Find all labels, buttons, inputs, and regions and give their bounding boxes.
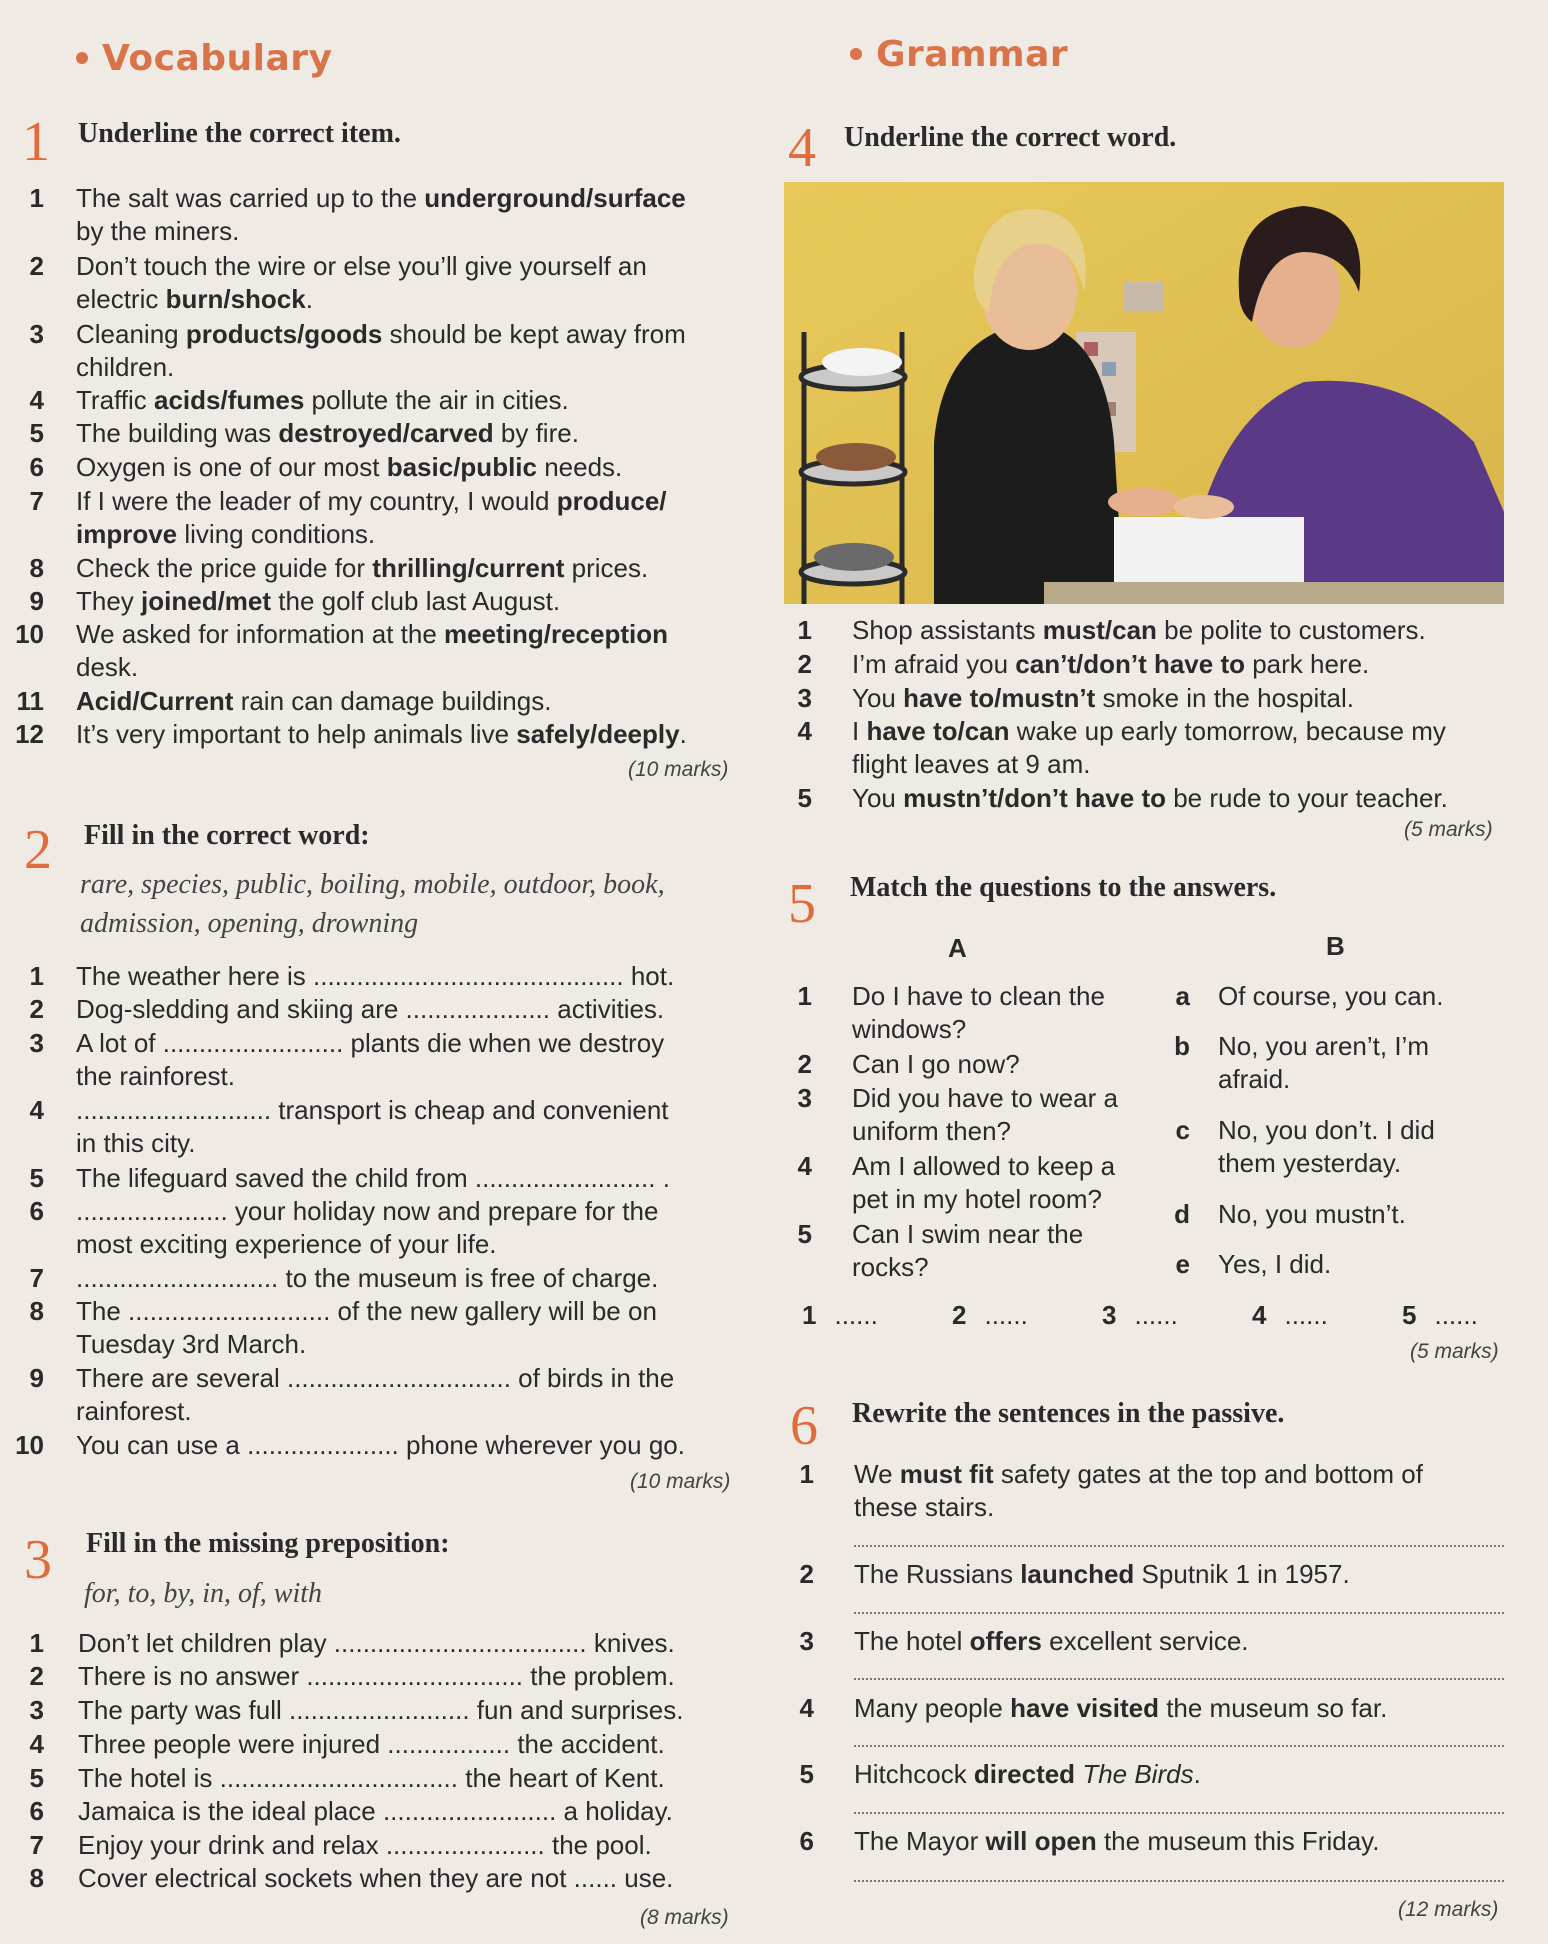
answer-line[interactable] <box>854 1678 1504 1680</box>
item-text: Yes, I did. <box>1218 1249 1332 1279</box>
item-text: They joined/met the golf club last August. <box>76 586 561 616</box>
exercise-number: 2 <box>24 819 52 881</box>
exercise-number: 4 <box>788 117 816 179</box>
marks-label: (10 marks) <box>630 1470 731 1493</box>
item-number: 5 <box>29 1763 44 1793</box>
item-number: b <box>1174 1031 1190 1061</box>
item-text: pet in my hotel room? <box>852 1184 1103 1214</box>
item-text: these stairs. <box>854 1492 995 1522</box>
item-number: 3 <box>797 683 812 713</box>
slot-blank[interactable]: ...... <box>1434 1300 1478 1330</box>
item-text: ........................... transport is cheap and convenient <box>76 1095 669 1125</box>
slot-number: 1 <box>802 1300 817 1330</box>
item-number: 10 <box>15 619 44 649</box>
item-text: Dog-sledding and skiing are .................... activities. <box>76 994 665 1024</box>
item-number: 5 <box>797 1219 812 1249</box>
item-text: Oxygen is one of our most basic/public needs. <box>76 452 623 482</box>
column-a-header: A <box>948 933 967 963</box>
photo-illustration <box>784 182 1504 604</box>
match-slot[interactable] <box>802 1300 878 1331</box>
item-number: 6 <box>29 452 44 482</box>
item-number: c <box>1175 1115 1190 1145</box>
item-number: 4 <box>29 385 44 415</box>
item-text: Don’t let children play ................................... knives. <box>78 1628 675 1658</box>
item-number: 5 <box>797 783 812 813</box>
marks-label: (12 marks) <box>1398 1898 1499 1921</box>
item-number: 3 <box>29 319 44 349</box>
item-text: flight leaves at 9 am. <box>852 749 1091 779</box>
item-number: 5 <box>29 418 44 448</box>
column-b-header: B <box>1326 931 1345 961</box>
section-heading-grammar: Grammar <box>850 34 1068 75</box>
item-number: 2 <box>29 1661 44 1691</box>
item-number: 3 <box>797 1083 812 1113</box>
match-slot[interactable] <box>1102 1300 1178 1331</box>
item-number: 4 <box>797 1151 812 1181</box>
item-text: You mustn’t/don’t have to be rude to your teacher. <box>852 783 1448 813</box>
bullet-icon <box>850 48 862 60</box>
item-text: It’s very important to help animals live safely/deeply. <box>76 719 687 749</box>
item-text: Do I have to clean the <box>852 981 1105 1011</box>
exercise-title: Rewrite the sentences in the passive. <box>852 1398 1285 1429</box>
item-number: 2 <box>29 251 44 281</box>
item-text: uniform then? <box>852 1116 1011 1146</box>
answer-line[interactable] <box>854 1545 1504 1547</box>
item-text: We must fit safety gates at the top and bottom of <box>854 1459 1423 1489</box>
word-box: rare, species, public, boiling, mobile, outdoor, book, admission, opening, drowning <box>80 869 665 939</box>
item-number: 4 <box>29 1095 44 1125</box>
item-number: 2 <box>797 649 812 679</box>
item-number: 7 <box>29 1263 44 1293</box>
item-text: The lifeguard saved the child from ......................... . <box>76 1163 670 1193</box>
item-text: We asked for information at the meeting/reception <box>76 619 668 649</box>
item-text: Many people have visited the museum so far. <box>854 1693 1388 1723</box>
exercise-title: Underline the correct word. <box>844 122 1177 153</box>
exercise-title: Fill in the correct word: <box>84 820 370 851</box>
item-number: 4 <box>799 1693 814 1723</box>
item-text: Don’t touch the wire or else you’ll give yourself an <box>76 251 647 281</box>
item-text: rocks? <box>852 1252 929 1282</box>
slot-number: 3 <box>1102 1300 1117 1330</box>
item-text: The salt was carried up to the underground/surface <box>76 183 686 213</box>
item-number: 6 <box>29 1796 44 1826</box>
item-number: 10 <box>15 1430 44 1460</box>
exercise-number: 5 <box>788 873 816 935</box>
item-number: 1 <box>797 981 812 1011</box>
item-number: 1 <box>799 1459 814 1489</box>
item-text: Three people were injured ................. the accident. <box>78 1729 665 1759</box>
item-text: No, you don’t. I did <box>1218 1115 1435 1145</box>
item-number: 11 <box>16 686 44 716</box>
item-number: 1 <box>29 1628 44 1658</box>
item-number: 1 <box>797 615 812 645</box>
item-text: Jamaica is the ideal place ........................ a holiday. <box>78 1796 673 1826</box>
item-number: 8 <box>29 1863 44 1893</box>
item-text: There is no answer .............................. the problem. <box>78 1661 675 1691</box>
item-number: 2 <box>29 994 44 1024</box>
item-text: the rainforest. <box>76 1061 235 1091</box>
exercise-title: Fill in the missing preposition: <box>86 1528 450 1559</box>
slot-blank[interactable]: ...... <box>834 1300 878 1330</box>
marks-label: (5 marks) <box>1410 1340 1499 1363</box>
exercise-title: Match the questions to the answers. <box>850 872 1277 903</box>
marks-label: (8 marks) <box>640 1906 729 1929</box>
item-number: 8 <box>29 553 44 583</box>
item-text: Tuesday 3rd March. <box>76 1329 307 1359</box>
item-text: Cleaning products/goods should be kept away from <box>76 319 686 349</box>
exercise-number: 6 <box>790 1395 818 1457</box>
item-number: 9 <box>29 586 44 616</box>
item-text: Traffic acids/fumes pollute the air in cities. <box>76 385 569 415</box>
item-number: a <box>1175 981 1190 1011</box>
item-number: 4 <box>29 1729 44 1759</box>
item-text: The party was full ......................... fun and surprises. <box>78 1695 684 1725</box>
item-text: Shop assistants must/can be polite to customers. <box>852 615 1426 645</box>
item-text: The building was destroyed/carved by fire. <box>76 418 579 448</box>
item-text: Acid/Current rain can damage buildings. <box>76 686 552 716</box>
item-number: 2 <box>797 1049 812 1079</box>
slot-number: 5 <box>1402 1300 1417 1330</box>
item-text: Am I allowed to keep a <box>852 1151 1116 1181</box>
item-text: desk. <box>76 652 139 682</box>
item-number: 6 <box>799 1826 814 1856</box>
item-number: d <box>1174 1199 1190 1229</box>
answer-line[interactable] <box>854 1745 1504 1747</box>
item-text: I have to/can wake up early tomorrow, because my <box>852 716 1446 746</box>
slot-blank[interactable]: ...... <box>1134 1300 1178 1330</box>
item-number: 7 <box>29 1830 44 1860</box>
item-text: No, you mustn’t. <box>1218 1199 1406 1229</box>
slot-number: 2 <box>952 1300 967 1330</box>
marks-label: (10 marks) <box>628 758 729 781</box>
item-number: 7 <box>29 486 44 516</box>
item-text: by the miners. <box>76 216 240 246</box>
item-text: The weather here is ........................................... hot. <box>76 961 675 991</box>
item-text: The Russians launched Sputnik 1 in 1957. <box>854 1559 1350 1589</box>
item-text: ..................... your holiday now and prepare for the <box>76 1196 659 1226</box>
item-text: in this city. <box>76 1128 196 1158</box>
item-text: Did you have to wear a <box>852 1083 1118 1113</box>
item-number: 1 <box>29 961 44 991</box>
item-text: If I were the leader of my country, I would produce/ <box>76 486 667 516</box>
item-number: 8 <box>29 1296 44 1326</box>
item-text: them yesterday. <box>1218 1148 1402 1178</box>
slot-blank[interactable]: ...... <box>1284 1300 1328 1330</box>
match-slot[interactable] <box>952 1300 1028 1331</box>
item-number: 5 <box>29 1163 44 1193</box>
answer-line[interactable] <box>854 1612 1504 1614</box>
item-number: e <box>1175 1249 1190 1279</box>
exercise-number: 3 <box>24 1529 52 1591</box>
match-slot[interactable] <box>1252 1300 1328 1331</box>
match-slot[interactable] <box>1402 1300 1478 1331</box>
exercise-number: 1 <box>22 111 50 173</box>
item-number: 1 <box>29 183 44 213</box>
item-text: You can use a ..................... phone wherever you go. <box>76 1430 685 1460</box>
item-text: Can I swim near the <box>852 1219 1084 1249</box>
slot-number: 4 <box>1252 1300 1267 1330</box>
item-text: improve living conditions. <box>76 519 376 549</box>
item-text: Hitchcock directed The Birds. <box>854 1759 1201 1789</box>
item-text: The hotel offers excellent service. <box>854 1626 1249 1656</box>
item-text: electric burn/shock. <box>76 284 313 314</box>
item-text: The hotel is ................................. the heart of Kent. <box>78 1763 665 1793</box>
item-text: ............................ to the museum is free of charge. <box>76 1263 659 1293</box>
item-number: 5 <box>799 1759 814 1789</box>
item-text: children. <box>76 352 175 382</box>
item-number: 6 <box>29 1196 44 1226</box>
item-number: 12 <box>15 719 44 749</box>
item-number: 3 <box>29 1028 44 1058</box>
item-text: Can I go now? <box>852 1049 1020 1079</box>
exercise-title: Underline the correct item. <box>78 118 401 149</box>
item-text: You have to/mustn’t smoke in the hospital. <box>852 683 1354 713</box>
item-number: 3 <box>29 1695 44 1725</box>
item-text: There are several ............................... of birds in the <box>76 1363 675 1393</box>
item-text: most exciting experience of your life. <box>76 1229 497 1259</box>
item-number: 9 <box>29 1363 44 1393</box>
item-text: The ............................ of the new gallery will be on <box>76 1296 657 1326</box>
answer-line[interactable] <box>854 1880 1504 1882</box>
bullet-icon <box>76 52 88 64</box>
item-text: windows? <box>852 1014 967 1044</box>
item-text: Cover electrical sockets when they are not ...... use. <box>78 1863 674 1893</box>
item-number: 2 <box>799 1559 814 1589</box>
item-text: rainforest. <box>76 1396 192 1426</box>
answer-line[interactable] <box>854 1812 1504 1814</box>
item-number: 4 <box>797 716 812 746</box>
item-text: Enjoy your drink and relax ...................... the pool. <box>78 1830 652 1860</box>
slot-blank[interactable]: ...... <box>984 1300 1028 1330</box>
marks-label: (5 marks) <box>1404 818 1493 841</box>
item-text: A lot of ......................... plants die when we destroy <box>76 1028 665 1058</box>
item-text: afraid. <box>1218 1064 1291 1094</box>
item-text: No, you aren’t, I’m <box>1218 1031 1429 1061</box>
item-text: The Mayor will open the museum this Friday. <box>854 1826 1380 1856</box>
section-heading-vocabulary: Vocabulary <box>76 38 333 79</box>
shop-assistants-photo <box>784 182 1504 604</box>
word-box: for, to, by, in, of, with <box>84 1578 323 1609</box>
item-text: I’m afraid you can’t/don’t have to park here. <box>852 649 1370 679</box>
item-text: Check the price guide for thrilling/current prices. <box>76 553 649 583</box>
item-text: Of course, you can. <box>1218 981 1444 1011</box>
item-number: 3 <box>799 1626 814 1656</box>
